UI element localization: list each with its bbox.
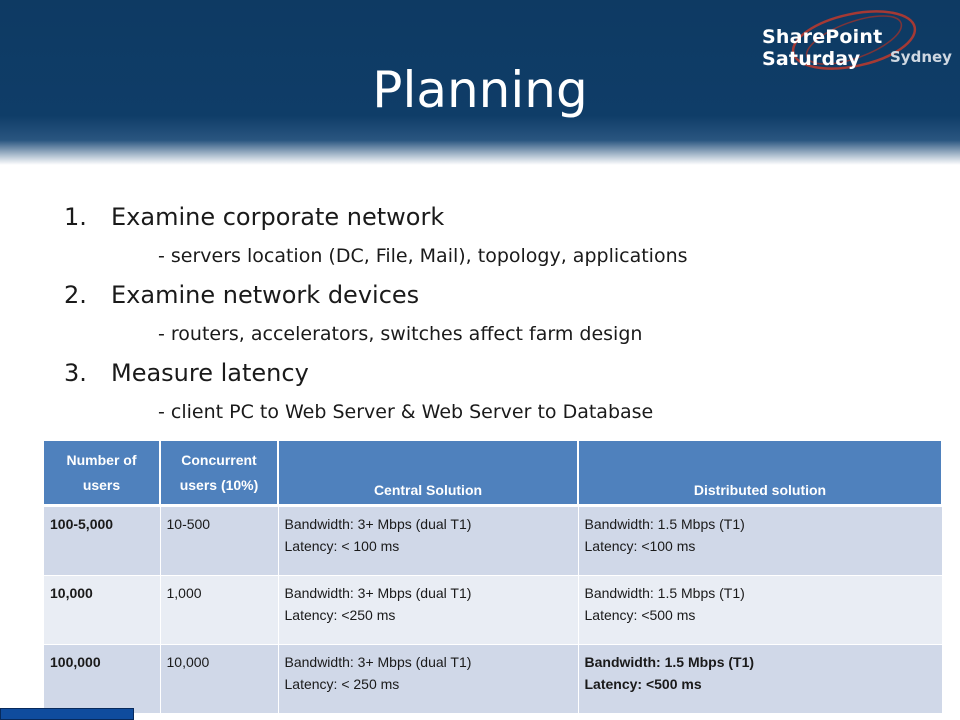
cell-users: 100-5,000 <box>44 506 160 576</box>
item-text: Examine network devices <box>111 281 420 309</box>
item-subtext: - client PC to Web Server & Web Server to Database <box>158 401 654 423</box>
header-distributed-solution <box>578 441 942 506</box>
cell-distributed <box>578 506 942 576</box>
header-central-solution <box>278 441 578 506</box>
cell-concurrent: 10,000 <box>160 645 278 714</box>
cell-concurrent: 1,000 <box>160 576 278 645</box>
cell-central <box>278 576 578 645</box>
cell-distributed <box>578 576 942 645</box>
central-latency: Latency: <250 ms <box>284 607 396 623</box>
item-subtext: - servers location (DC, File, Mail), topology, applications <box>158 245 688 267</box>
cell-distributed <box>578 645 942 714</box>
central-bandwidth: Bandwidth: 3+ Mbps (dual T1) <box>284 585 472 601</box>
bullet-list <box>64 200 944 434</box>
item-text: Measure latency <box>111 359 309 387</box>
header-number-of-users: Number of users <box>44 441 160 506</box>
distributed-bandwidth: Bandwidth: 1.5 Mbps (T1) <box>584 516 745 532</box>
sharepoint-saturday-logo <box>758 6 956 84</box>
distributed-latency: Latency: <100 ms <box>584 538 696 554</box>
central-bandwidth: Bandwidth: 3+ Mbps (dual T1) <box>284 654 472 670</box>
header-distributed-label: Distributed solution <box>693 482 827 498</box>
distributed-latency: Latency: <500 ms <box>584 607 696 623</box>
cell-concurrent: 10-500 <box>160 506 278 576</box>
table-row <box>44 506 942 576</box>
cell-users: 100,000 <box>44 645 160 714</box>
distributed-bandwidth: Bandwidth: 1.5 Mbps (T1) <box>584 654 755 670</box>
list-item <box>64 278 944 312</box>
sizing-table <box>44 441 943 714</box>
central-bandwidth: Bandwidth: 3+ Mbps (dual T1) <box>284 516 472 532</box>
slide-title: Planning <box>372 61 588 119</box>
list-item <box>64 356 944 390</box>
item-subtext: - routers, accelerators, switches affect farm design <box>158 323 643 345</box>
table-row <box>44 645 942 714</box>
list-item <box>64 200 944 234</box>
table-row <box>44 576 942 645</box>
distributed-latency: Latency: <500 ms <box>584 676 702 692</box>
slide-footer-bar <box>0 708 134 720</box>
cell-central <box>278 645 578 714</box>
cell-central <box>278 506 578 576</box>
central-latency: Latency: < 250 ms <box>284 676 400 692</box>
logo-sub-text: Sydney <box>890 48 952 66</box>
cell-users: 10,000 <box>44 576 160 645</box>
item-number: 3. <box>64 359 87 387</box>
distributed-bandwidth: Bandwidth: 1.5 Mbps (T1) <box>584 585 745 601</box>
table-header-row <box>44 441 942 506</box>
header-central-label: Central Solution <box>373 482 483 498</box>
item-number: 2. <box>64 281 87 309</box>
logo-main-text: SharePoint Saturday <box>762 26 883 70</box>
central-latency: Latency: < 100 ms <box>284 538 400 554</box>
header-concurrent-users: Concurrent users (10%) <box>160 441 278 506</box>
item-text: Examine corporate network <box>111 203 445 231</box>
item-number: 1. <box>64 203 87 231</box>
